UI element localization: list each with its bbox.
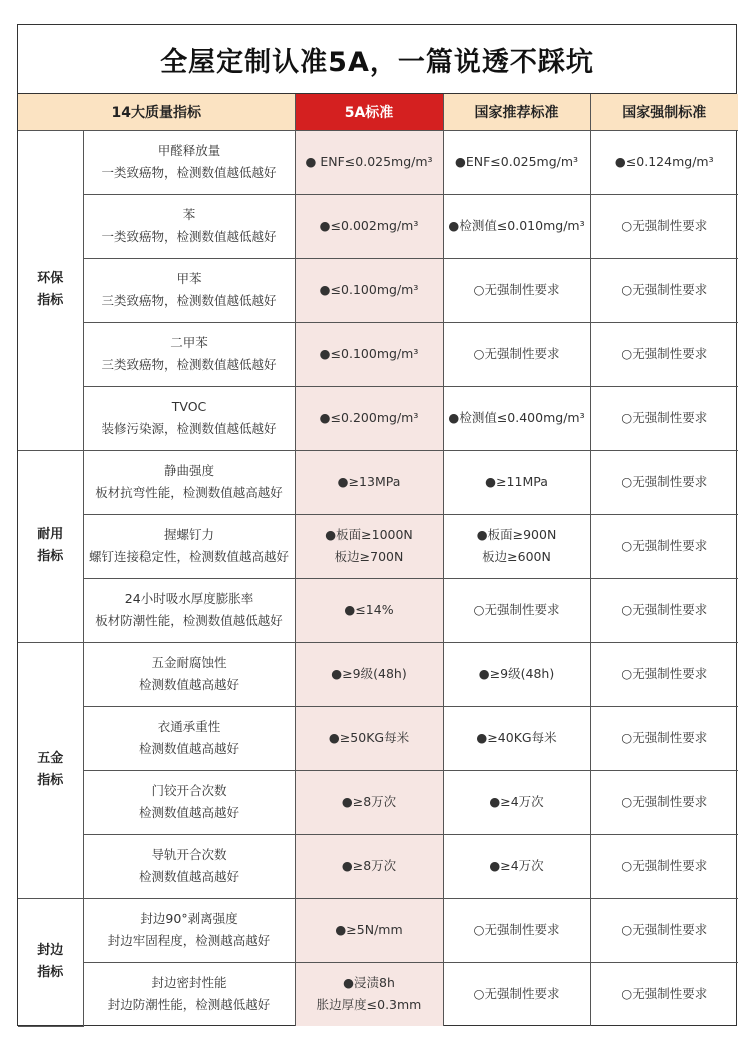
table-row: [18, 258, 738, 322]
category-label-line: 指标: [37, 773, 64, 788]
indicator-name: 二甲苯: [170, 335, 208, 350]
table-row: [18, 706, 738, 770]
mandatory-standard-cell: [590, 898, 738, 962]
standards-table: [18, 94, 738, 1027]
a5-value: ● ENF≤0.025mg/m³: [305, 154, 433, 169]
recommended-value: ○无强制性要求: [473, 922, 560, 937]
recommended-value: ○无强制性要求: [473, 346, 560, 361]
recommended-value: ●≥4万次: [489, 858, 544, 873]
a5-standard-cell: [295, 962, 443, 1026]
mandatory-value: ○无强制性要求: [621, 474, 708, 489]
a5-value: ●≥9级(48h): [331, 666, 407, 681]
indicator-name: 静曲强度: [164, 463, 215, 478]
indicator-description: 三类致癌物，检测数值越低越好: [101, 293, 277, 308]
indicator-description: 一类致癌物，检测数值越低越好: [101, 165, 277, 180]
indicator-description: 检测数值越高越好: [139, 741, 240, 756]
category-label-line: 指标: [37, 549, 64, 564]
recommended-value: ●≥9级(48h): [478, 666, 555, 681]
mandatory-standard-cell: [590, 130, 738, 194]
indicator-name: 五金耐腐蚀性: [151, 655, 227, 670]
category-label: [18, 898, 83, 1026]
a5-standard-cell: [295, 450, 443, 514]
a5-value: ●≥13MPa: [337, 474, 401, 489]
recommended-value: ○无强制性要求: [473, 602, 560, 617]
header-indicator: 14大质量指标: [18, 94, 295, 130]
a5-standard-cell: [295, 258, 443, 322]
indicator-description: 封边牢固程度，检测越高越好: [107, 933, 271, 948]
mandatory-value: ○无强制性要求: [621, 922, 708, 937]
table-row: [18, 898, 738, 962]
indicator-cell: [83, 194, 295, 258]
category-label-line: 五金: [37, 751, 64, 766]
category-label: [18, 642, 83, 898]
table-row: [18, 514, 738, 578]
a5-value: ●≤0.100mg/m³: [319, 282, 419, 297]
recommended-standard-cell: [443, 770, 590, 834]
a5-standard-cell: [295, 706, 443, 770]
mandatory-standard-cell: [590, 706, 738, 770]
recommended-standard-cell: [443, 386, 590, 450]
indicator-description: 板材抗弯性能，检测数值越高越好: [95, 485, 283, 500]
table-row: [18, 130, 738, 194]
a5-value: 板边≥700N: [334, 549, 404, 564]
table-row: [18, 962, 738, 1026]
mandatory-value: ○无强制性要求: [621, 282, 708, 297]
mandatory-value: ○无强制性要求: [621, 538, 708, 553]
indicator-name: 24小时吸水厚度膨胀率: [124, 591, 254, 606]
header-5a-standard: 5A标准: [295, 94, 443, 130]
indicator-name: 甲醛释放量: [157, 143, 221, 158]
indicator-description: 检测数值越高越好: [139, 677, 240, 692]
table-row: [18, 450, 738, 514]
recommended-standard-cell: [443, 642, 590, 706]
indicator-cell: [83, 834, 295, 898]
recommended-value: ●ENF≤0.025mg/m³: [454, 154, 579, 169]
table-row: [18, 834, 738, 898]
indicator-description: 检测数值越高越好: [139, 805, 240, 820]
a5-value: ●≤0.100mg/m³: [319, 346, 419, 361]
a5-value: ●≥5N/mm: [335, 922, 403, 937]
category-label: [18, 450, 83, 642]
recommended-standard-cell: [443, 258, 590, 322]
indicator-name: 甲苯: [176, 271, 202, 286]
indicator-name: 门铰开合次数: [151, 783, 227, 798]
indicator-cell: [83, 962, 295, 1026]
page-title: 全屋定制认准5A，一篇说透不踩坑: [18, 25, 736, 94]
indicator-description: 装修污染源，检测数值越低越好: [101, 421, 277, 436]
recommended-value: 板边≥600N: [482, 549, 551, 564]
mandatory-standard-cell: [590, 642, 738, 706]
recommended-value: ●≥11MPa: [485, 474, 548, 489]
a5-standard-cell: [295, 770, 443, 834]
a5-value: ●板面≥1000N: [325, 527, 413, 542]
a5-standard-cell: [295, 834, 443, 898]
indicator-name: 封边密封性能: [151, 975, 227, 991]
recommended-standard-cell: [443, 962, 590, 1026]
mandatory-value: ○无强制性要求: [621, 218, 708, 233]
indicator-cell: [83, 770, 295, 834]
indicator-description: 封边防潮性能，检测越低越好: [107, 997, 271, 1013]
indicator-description: 三类致癌物，检测数值越低越好: [101, 357, 277, 372]
indicator-cell: [83, 642, 295, 706]
a5-value: ●≥50KG每米: [328, 730, 410, 745]
mandatory-value: ○无强制性要求: [621, 602, 708, 617]
table-row: [18, 194, 738, 258]
mandatory-value: ○无强制性要求: [621, 794, 708, 809]
indicator-cell: [83, 258, 295, 322]
recommended-value: ○无强制性要求: [473, 282, 560, 297]
mandatory-value: ○无强制性要求: [621, 858, 708, 873]
a5-standard-cell: [295, 578, 443, 642]
a5-standard-cell: [295, 386, 443, 450]
indicator-name: TVOC: [171, 399, 207, 414]
a5-value: ●≥8万次: [341, 794, 397, 809]
indicator-cell: [83, 322, 295, 386]
recommended-standard-cell: [443, 194, 590, 258]
recommended-standard-cell: [443, 578, 590, 642]
indicator-cell: [83, 130, 295, 194]
mandatory-standard-cell: [590, 386, 738, 450]
mandatory-standard-cell: [590, 194, 738, 258]
recommended-standard-cell: [443, 322, 590, 386]
recommended-value: ●≥40KG每米: [476, 730, 557, 745]
a5-value: 胀边厚度≤0.3mm: [316, 997, 422, 1013]
a5-standard-cell: [295, 898, 443, 962]
mandatory-standard-cell: [590, 834, 738, 898]
mandatory-standard-cell: [590, 962, 738, 1026]
mandatory-standard-cell: [590, 450, 738, 514]
category-label-line: 封边: [37, 943, 64, 958]
a5-standard-cell: [295, 642, 443, 706]
indicator-name: 导轨开合次数: [151, 847, 227, 862]
table-row: [18, 322, 738, 386]
indicator-name: 封边90°剥离强度: [140, 911, 238, 926]
a5-value: ●≤14%: [344, 602, 394, 617]
indicator-description: 一类致癌物，检测数值越低越好: [101, 229, 277, 244]
recommended-value: ●板面≥900N: [476, 527, 557, 542]
a5-standard-cell: [295, 194, 443, 258]
indicator-name: 衣通承重性: [157, 719, 221, 734]
header-recommended-standard: 国家推荐标准: [443, 94, 590, 130]
recommended-value: ●≥4万次: [489, 794, 544, 809]
indicator-description: 螺钉连接稳定性，检测数值越高越好: [89, 549, 290, 564]
mandatory-standard-cell: [590, 322, 738, 386]
comparison-sheet: [17, 24, 737, 1026]
category-label-line: 指标: [37, 965, 64, 980]
indicator-name: 苯: [182, 207, 196, 222]
mandatory-standard-cell: [590, 770, 738, 834]
recommended-standard-cell: [443, 130, 590, 194]
mandatory-standard-cell: [590, 514, 738, 578]
indicator-cell: [83, 386, 295, 450]
a5-standard-cell: [295, 514, 443, 578]
recommended-standard-cell: [443, 898, 590, 962]
a5-standard-cell: [295, 322, 443, 386]
mandatory-value: ○无强制性要求: [621, 986, 708, 1002]
indicator-description: 检测数值越高越好: [139, 869, 240, 884]
table-row: [18, 642, 738, 706]
indicator-cell: [83, 706, 295, 770]
mandatory-value: ○无强制性要求: [621, 666, 708, 681]
indicator-cell: [83, 514, 295, 578]
mandatory-standard-cell: [590, 258, 738, 322]
category-label-line: 指标: [37, 293, 64, 308]
indicator-cell: [83, 898, 295, 962]
indicator-cell: [83, 450, 295, 514]
table-row: [18, 770, 738, 834]
indicator-name: 握螺钉力: [164, 527, 215, 542]
indicator-description: 板材防潮性能，检测数值越低越好: [95, 613, 283, 628]
recommended-value: ●检测值≤0.010mg/m³: [448, 218, 585, 233]
recommended-value: ●检测值≤0.400mg/m³: [448, 410, 585, 425]
mandatory-value: ○无强制性要求: [621, 730, 708, 745]
recommended-value: ○无强制性要求: [473, 986, 560, 1002]
category-label-line: 环保: [37, 271, 64, 286]
recommended-standard-cell: [443, 450, 590, 514]
category-label-line: 耐用: [37, 527, 64, 542]
header-mandatory-standard: 国家强制标准: [590, 94, 738, 130]
a5-value: ●≥8万次: [341, 858, 397, 873]
mandatory-value: ○无强制性要求: [621, 410, 708, 425]
mandatory-standard-cell: [590, 578, 738, 642]
a5-value: ●浸渍8h: [343, 975, 395, 991]
a5-value: ●≤0.200mg/m³: [319, 410, 419, 425]
table-row: [18, 578, 738, 642]
table-row: [18, 386, 738, 450]
recommended-standard-cell: [443, 706, 590, 770]
recommended-standard-cell: [443, 514, 590, 578]
a5-standard-cell: [295, 130, 443, 194]
recommended-standard-cell: [443, 834, 590, 898]
mandatory-value: ●≤0.124mg/m³: [614, 154, 714, 169]
header-row: [18, 94, 738, 130]
mandatory-value: ○无强制性要求: [621, 346, 708, 361]
indicator-cell: [83, 578, 295, 642]
category-label: [18, 130, 83, 450]
a5-value: ●≤0.002mg/m³: [319, 218, 419, 233]
